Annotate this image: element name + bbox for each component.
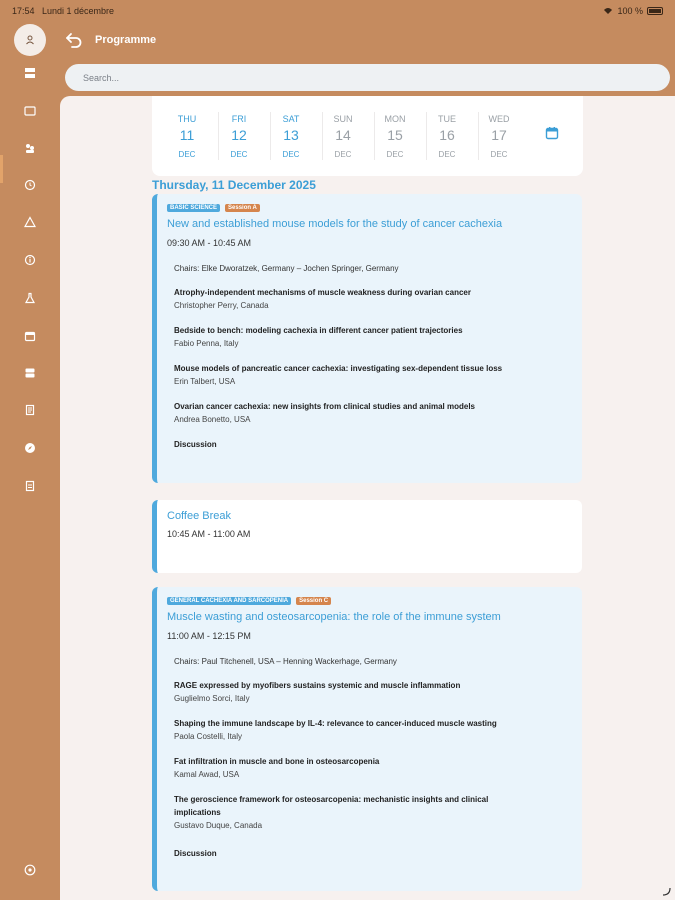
talk-item [174, 324, 554, 350]
session-card[interactable] [152, 587, 582, 891]
talk-item [174, 286, 554, 312]
session-badges [167, 597, 331, 605]
info-icon [24, 254, 36, 266]
talk-speaker: Andrea Bonetto, USA [174, 415, 251, 424]
date-dow: FRI [231, 114, 247, 124]
people-icon [24, 142, 36, 154]
date-month: DEC [230, 150, 248, 159]
talk-item [174, 679, 554, 705]
list-icon [24, 105, 36, 117]
date-month: DEC [334, 150, 352, 159]
date-sun-14 [318, 114, 368, 164]
sidebar-item-document[interactable] [20, 400, 40, 420]
database-icon [24, 367, 36, 379]
compass-icon [24, 442, 36, 454]
discussion-item [174, 847, 554, 860]
talk-title: The geroscience framework for osteosarcopenia: mechanistic insights and clinical implications [174, 795, 489, 817]
talk-speaker: Kamal Awad, USA [174, 770, 240, 779]
session-badges [167, 204, 260, 212]
talk-speaker: Gustavo Duque, Canada [174, 821, 263, 830]
session-title: Muscle wasting and osteosarcopenia: the role of the immune system [167, 611, 501, 623]
talk-title: Shaping the immune landscape by IL-4: relevance to cancer-induced muscle wasting [174, 719, 497, 728]
settings-icon [24, 864, 36, 876]
date-dow: TUE [438, 114, 456, 124]
session-time: 11:00 AM - 12:15 PM [167, 631, 251, 641]
date-tue-16 [422, 114, 472, 164]
discussion-label: Discussion [174, 849, 217, 858]
date-dow: SUN [333, 114, 353, 124]
wifi-icon [603, 7, 613, 15]
sidebar [0, 58, 60, 900]
session-badge: Session A [225, 204, 260, 212]
date-sat-13[interactable] [266, 114, 316, 164]
sidebar-active-indicator [0, 155, 3, 183]
date-day: 17 [491, 127, 507, 143]
file-icon [24, 480, 36, 492]
clock-icon [24, 179, 36, 191]
avatar[interactable] [14, 24, 46, 56]
session-badge: Session C [296, 597, 331, 605]
date-day: 14 [335, 127, 351, 143]
date-month: DEC [386, 150, 404, 159]
sidebar-item-compass[interactable] [20, 438, 40, 458]
sidebar-item-flask[interactable] [20, 288, 40, 308]
sidebar-item-info[interactable] [20, 250, 40, 270]
flask-icon [24, 292, 36, 304]
session-card[interactable] [152, 194, 582, 483]
sidebar-item-settings[interactable] [20, 860, 40, 880]
talk-speaker: Erin Talbert, USA [174, 377, 236, 386]
status-time: 17:54 [12, 6, 35, 16]
talk-title: Bedside to bench: modeling cachexia in different cancer patient trajectories [174, 326, 463, 335]
talk-title: Mouse models of pancreatic cancer cachexia: investigating sex-dependent tissue loss [174, 364, 503, 373]
status-right [603, 6, 663, 16]
date-day: 15 [387, 127, 403, 143]
status-date: Lundi 1 décembre [42, 6, 115, 16]
day-heading: Thursday, 11 December 2025 [152, 178, 316, 192]
battery-icon [647, 7, 663, 15]
talk-item [174, 400, 554, 426]
page-title: Programme [95, 34, 157, 46]
talk-title: RAGE expressed by myofibers sustains systemic and muscle inflammation [174, 681, 461, 690]
talk-title: Ovarian cancer cachexia: new insights from clinical studies and animal models [174, 402, 475, 411]
sidebar-item-people[interactable] [20, 138, 40, 158]
talk-item [174, 717, 554, 743]
session-time: 09:30 AM - 10:45 AM [167, 238, 252, 248]
date-month: DEC [282, 150, 300, 159]
status-bar [0, 0, 675, 22]
date-day: 11 [179, 127, 195, 143]
date-fri-12[interactable] [214, 114, 264, 164]
session-chairs: Chairs: Elke Dworatzek, Germany – Jochen Springer, Germany [174, 264, 399, 273]
sidebar-item-grid[interactable] [20, 63, 40, 83]
talk-item [174, 362, 554, 388]
calendar-picker-icon[interactable] [545, 126, 559, 140]
document-icon [24, 404, 36, 416]
break-time: 10:45 AM - 11:00 AM [167, 529, 251, 539]
calendar-icon [24, 330, 36, 342]
discussion-item [174, 438, 554, 451]
resize-corner-icon [661, 886, 671, 896]
sidebar-item-database[interactable] [20, 363, 40, 383]
session-chairs: Chairs: Paul Titchenell, USA – Henning Wackerhage, Germany [174, 657, 397, 666]
date-day: 12 [231, 127, 247, 143]
date-thu-11[interactable] [162, 114, 212, 164]
date-day: 13 [283, 127, 299, 143]
session-title: New and established mouse models for the study of cancer cachexia [167, 218, 503, 230]
talk-speaker: Paola Costelli, Italy [174, 732, 243, 741]
discussion-label: Discussion [174, 440, 217, 449]
talk-item [174, 755, 554, 781]
break-title: Coffee Break [167, 510, 232, 522]
topic-badge: BASIC SCIENCE [167, 204, 220, 212]
date-day: 16 [439, 127, 455, 143]
sidebar-item-clock[interactable] [20, 175, 40, 195]
date-month: DEC [490, 150, 508, 159]
date-mon-15 [370, 114, 420, 164]
date-month: DEC [438, 150, 456, 159]
date-dow: THU [177, 114, 197, 124]
battery-percent: 100 % [617, 6, 643, 16]
talk-speaker: Guglielmo Sorci, Italy [174, 694, 250, 703]
date-dow: MON [384, 114, 406, 124]
user-icon [25, 35, 35, 45]
warning-icon [24, 216, 36, 228]
grid-icon [24, 67, 36, 79]
date-month: DEC [178, 150, 196, 159]
talk-title: Fat infiltration in muscle and bone in osteosarcopenia [174, 757, 380, 766]
talk-speaker: Fabio Penna, Italy [174, 339, 239, 348]
talk-speaker: Christopher Perry, Canada [174, 301, 269, 310]
date-selector [152, 96, 583, 176]
topic-badge: GENERAL CACHEXIA AND SARCOPENIA [167, 597, 291, 605]
sidebar-item-calendar[interactable] [20, 326, 40, 346]
talk-item [174, 793, 534, 832]
date-wed-17 [474, 114, 524, 164]
sidebar-item-warning[interactable] [20, 212, 40, 232]
sidebar-item-file[interactable] [20, 476, 40, 496]
back-arrow-icon[interactable] [64, 30, 84, 50]
date-dow: WED [488, 114, 510, 124]
search-input[interactable] [65, 64, 670, 91]
talk-title: Atrophy-independent mechanisms of muscle weakness during ovarian cancer [174, 288, 471, 297]
main-content [60, 96, 675, 900]
sidebar-item-list[interactable] [20, 101, 40, 121]
break-card[interactable] [152, 500, 582, 573]
date-dow: SAT [282, 114, 300, 124]
